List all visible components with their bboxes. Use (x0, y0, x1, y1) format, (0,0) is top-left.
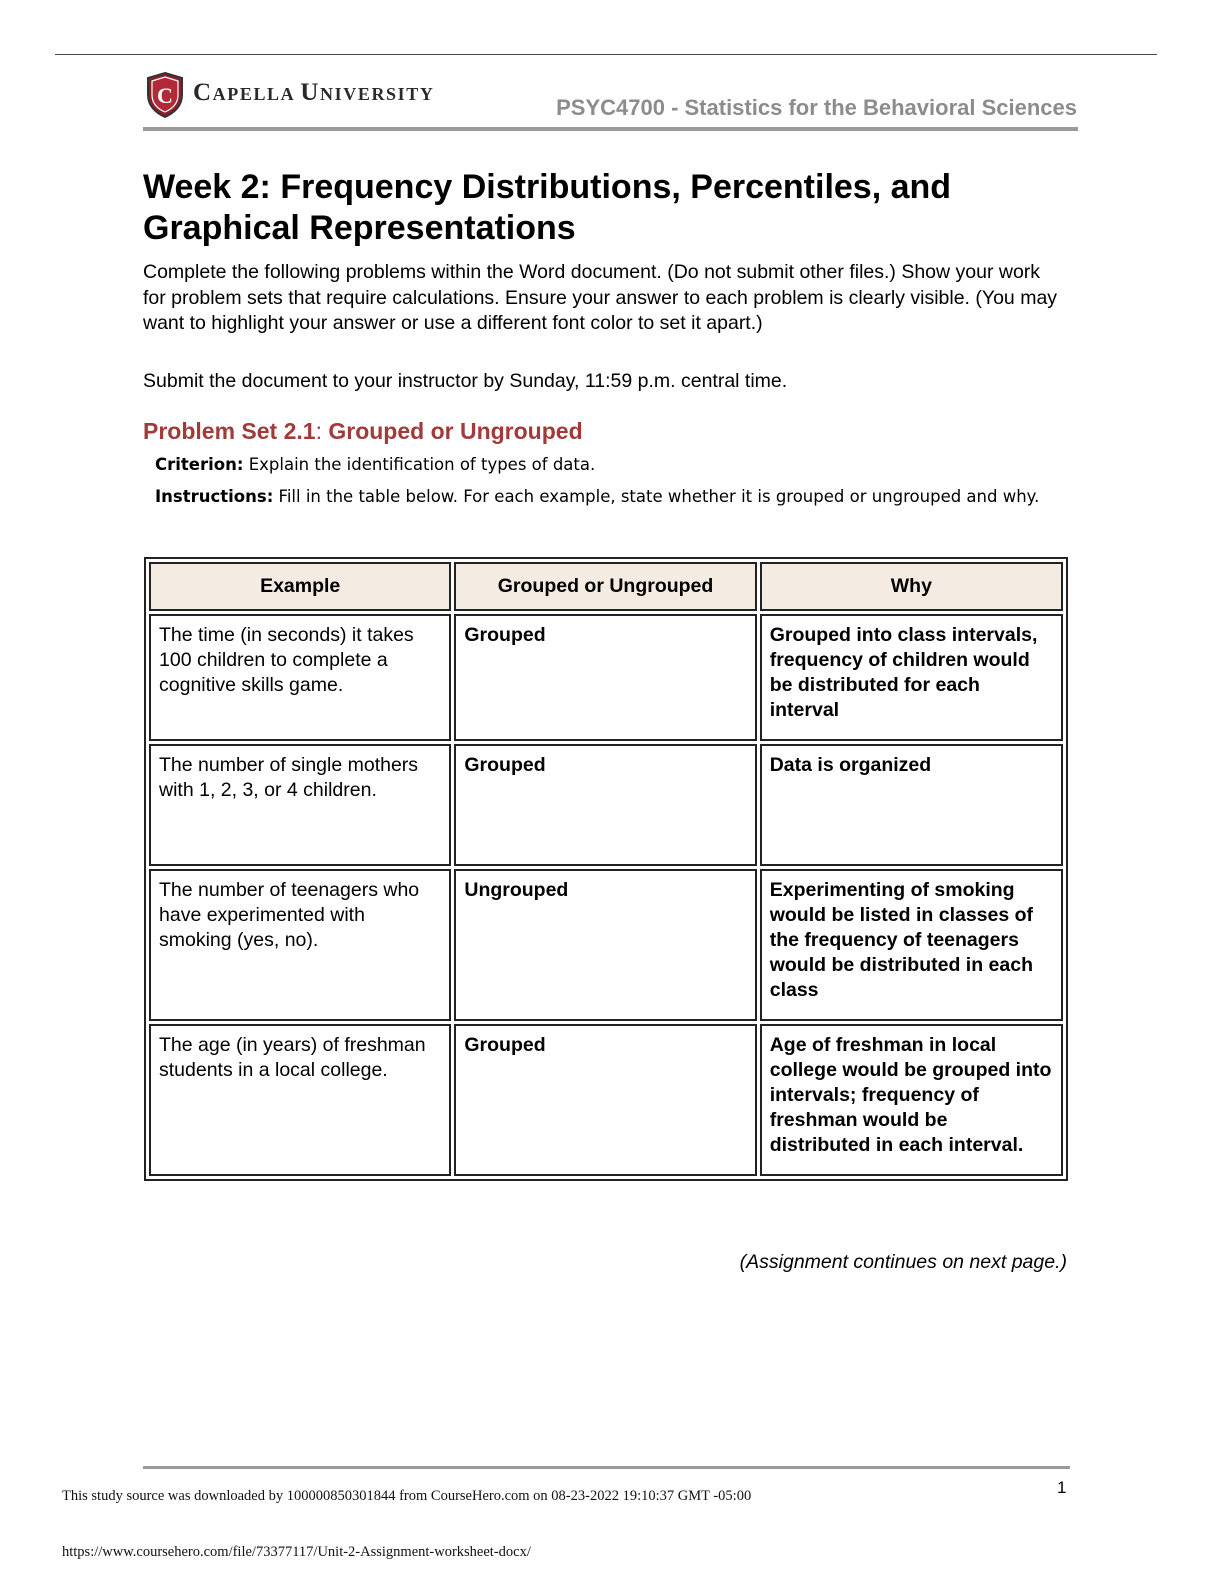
page-number: 1 (1057, 1478, 1067, 1497)
instructions-label: Instructions: (155, 487, 274, 506)
why-cell[interactable]: Age of freshman in local college would be grouped into intervals; frequency of freshman would be distributed in each interval. (760, 1024, 1063, 1176)
table-row (149, 1024, 1063, 1176)
footer-divider (143, 1466, 1070, 1469)
criterion (155, 454, 595, 475)
example-cell[interactable]: The number of single mothers with 1, 2, 3, or 4 children. (149, 744, 451, 866)
logo-wordmark: CAPELLA UNIVERSITY (193, 79, 435, 106)
problem-set-separator: : (315, 418, 322, 444)
why-cell[interactable]: Data is organized (760, 744, 1063, 866)
intro-paragraph: Complete the following problems within the Word document. (Do not submit other files.) Show your work for problem sets that require calculations. Ensure your answer to each problem is clearly visible. (You may want to highlight your answer or use a different font color to set it apart.) (143, 261, 1058, 334)
source-url[interactable]: https://www.coursehero.com/file/73377117/Unit-2-Assignment-worksheet-docx/ (62, 1544, 531, 1560)
header-why: Why (760, 562, 1063, 611)
top-divider (55, 54, 1157, 55)
table-header-row (149, 562, 1063, 611)
example-cell[interactable]: The age (in years) of freshman students in a local college. (149, 1024, 451, 1176)
table-row (149, 869, 1063, 1021)
shield-icon (145, 71, 185, 119)
why-cell[interactable]: Grouped into class intervals, frequency of children would be distributed for each interval (760, 614, 1063, 741)
example-cell[interactable]: The number of teenagers who have experimented with smoking (yes, no). (149, 869, 451, 1021)
page-title: Week 2: Frequency Distributions, Percentiles, and Graphical Representations (143, 168, 952, 247)
header-example: Example (149, 562, 451, 611)
svg-text:C: C (157, 83, 173, 108)
continues-note: (Assignment continues on next page.) (739, 1251, 1067, 1273)
criterion-label: Criterion: (155, 455, 244, 474)
type-cell[interactable]: Grouped (454, 744, 756, 866)
source-line: This study source was downloaded by 100000850301844 from CourseHero.com on 08-23-2022 19:10:37 GMT -05:00 (62, 1488, 752, 1504)
course-title: PSYC4700 - Statistics for the Behavioral Sciences (556, 95, 1077, 120)
answer-table (144, 557, 1068, 1181)
type-cell[interactable]: Grouped (454, 614, 756, 741)
capella-logo (145, 70, 434, 120)
type-cell[interactable]: Ungrouped (454, 869, 756, 1021)
submit-note: Submit the document to your instructor by Sunday, 11:59 p.m. central time. (143, 370, 788, 392)
problem-set-name: Grouped or Ungrouped (321, 418, 583, 444)
table-row (149, 744, 1063, 866)
header-divider (143, 127, 1078, 131)
type-cell[interactable]: Grouped (454, 1024, 756, 1176)
instructions (155, 486, 1085, 507)
table-row (149, 614, 1063, 741)
header-grouped-or-ungrouped: Grouped or Ungrouped (454, 562, 756, 611)
example-cell[interactable]: The time (in seconds) it takes 100 children to complete a cognitive skills game. (149, 614, 451, 741)
instructions-text: Fill in the table below. For each example, state whether it is grouped or ungrouped and why. (273, 487, 1040, 506)
criterion-text: Explain the identification of types of data. (243, 455, 596, 474)
problem-set-title (143, 418, 583, 445)
why-cell[interactable]: Experimenting of smoking would be listed in classes of the frequency of teenagers would be distributed in each class (760, 869, 1063, 1021)
problem-set-label: Problem Set 2.1 (143, 418, 316, 444)
